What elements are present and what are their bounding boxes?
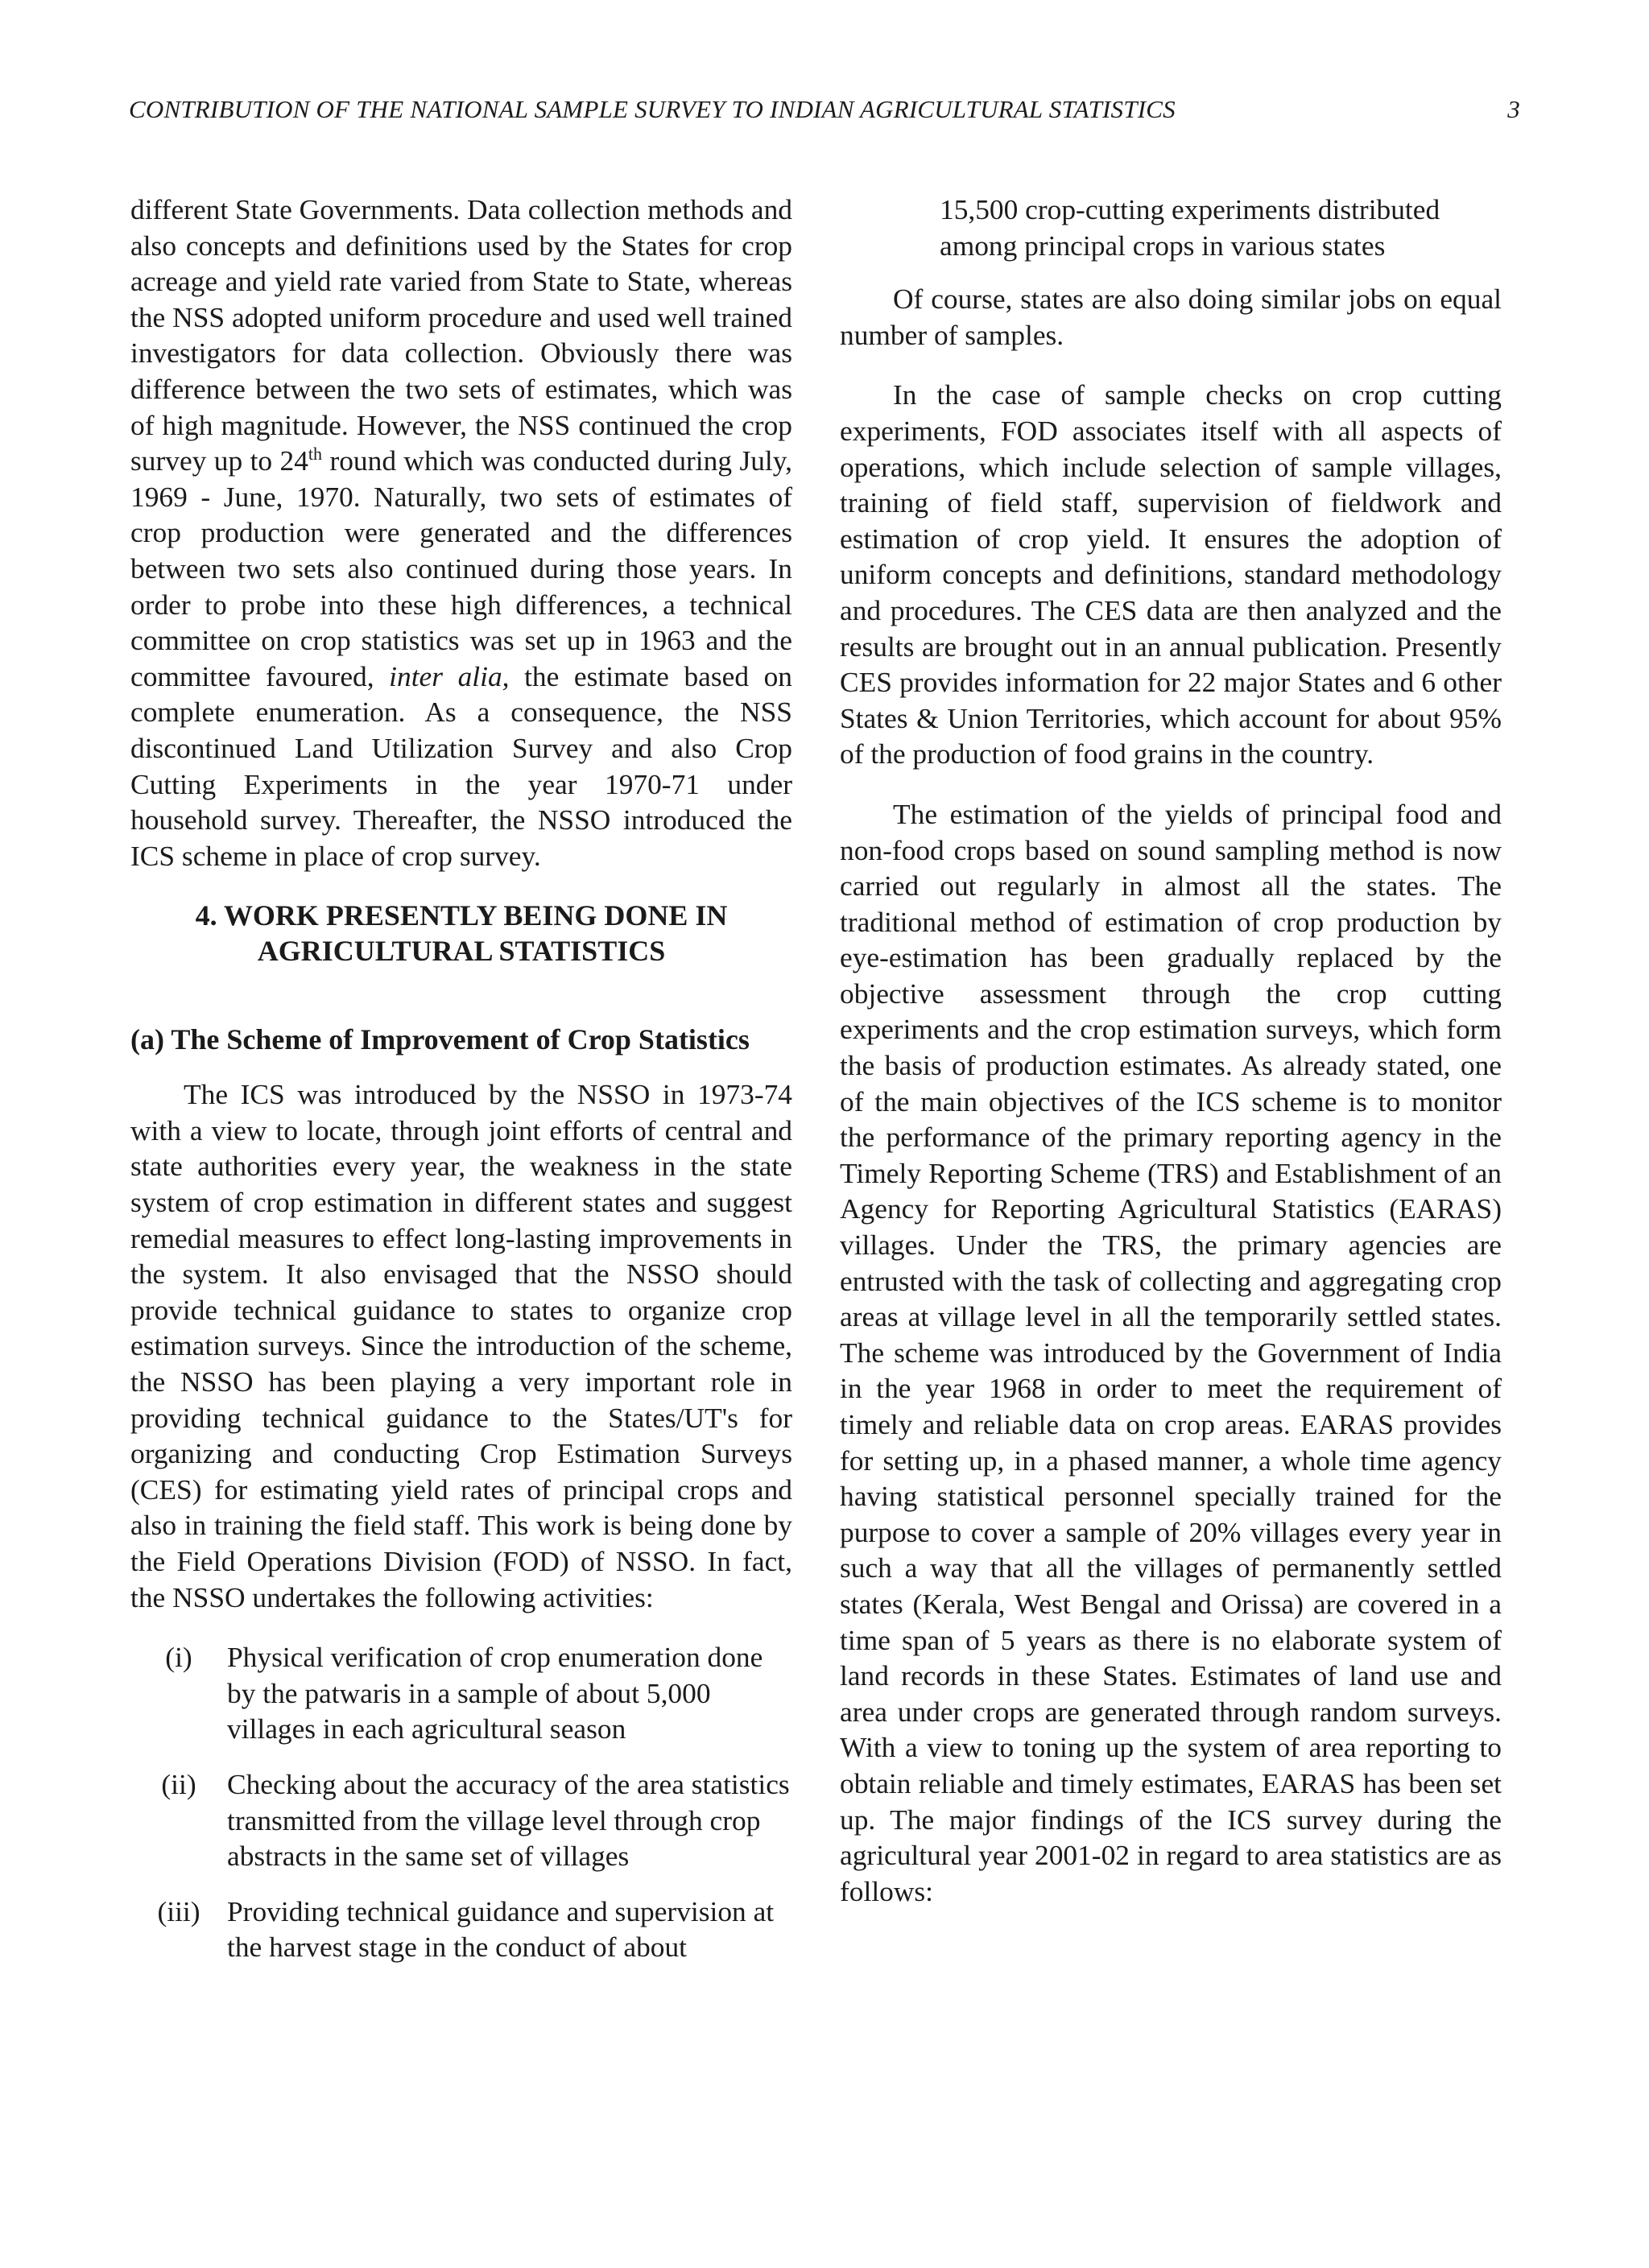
list-continuation: 15,500 crop-cutting experiments distributed among principal crops in various states bbox=[940, 193, 1440, 262]
italic-text: inter alia, bbox=[389, 659, 510, 692]
list-text: Checking about the accuracy of the area statistics transmitted from the village level through crop abstracts in the same set of villages bbox=[227, 1767, 790, 1873]
page-number: 3 bbox=[1507, 95, 1520, 123]
list-marker: (ii) bbox=[161, 1767, 196, 1800]
list-marker: (iii) bbox=[157, 1894, 200, 1927]
running-header bbox=[129, 95, 1520, 124]
list-text: Physical verification of crop enumeration done by the patwaris in a sample of about 5,000 villages in each agricultural season bbox=[227, 1641, 763, 1745]
heading-line: 4. WORK PRESENTLY BEING DONE IN bbox=[195, 899, 728, 932]
list-item bbox=[130, 1639, 792, 1747]
right-column bbox=[840, 192, 1502, 1933]
left-column bbox=[130, 192, 792, 1985]
heading-line: AGRICULTURAL STATISTICS bbox=[257, 935, 666, 968]
paragraph-yield-estimation: The estimation of the yields of principal food and non-food crops based on sound sampling method is now carried out regularly in almost all the states. The traditional method of estimation of crop production by eye-estimation has been gradually replaced by the objective assessment through the crop cutting experiments and the crop estimation surveys, which form the basis of production estimates. As already stated, one of the main objectives of the ICS scheme is to monitor the performance of the primary reporting agency in the Timely Reporting Scheme (TRS) and Establishment of an Agency for Reporting Agricultural Statistics (EARAS) villages. Under the TRS, the primary agencies are entrusted with the task of collecting and aggregating crop areas at village level in all the temporarily settled states. The scheme was introduced by the Government of India in the year 1968 in order to meet the requirement of timely and reliable data on crop areas. EARAS provides for setting up, in a phased manner, a whole time agency having statistical personnel specially trained for the purpose to cover a sample of 20% villages every year in such a way that all the villages of permanently settled states (Kerala, West Bengal and Orissa) are covered in a time span of 5 years as there is no elaborate system of land records in these States. Estimates of land use and area under crops are generated through random surveys. With a view to toning up the system of area reporting to obtain reliable and timely estimates, EARAS has been set up. The major findings of the ICS survey during the agricultural year 2001-02 in regard to area statistics are as follows: bbox=[840, 797, 1502, 1907]
list-item bbox=[130, 1766, 792, 1874]
paragraph-fod-sample-checks: In the case of sample checks on crop cutting experiments, FOD associates itself with all aspects of operations, which include selection of sample villages, training of field staff, supervision of fieldwork and estimation of crop yield. It ensures the adoption of uniform concepts and definitions, standard methodology and procedures. The CES data are then analyzed and the results are brought out in an annual publication. Presently CES provides information for 22 major States and 6 other States & Union Territories, which account for about 95% of the production of food grains in the country. bbox=[840, 378, 1502, 770]
paragraph-ics-introduction: The ICS was introduced by the NSSO in 1973-74 with a view to locate, through joint efforts of central and state authorities every year, the weakness in the state system of crop estimation in different states and suggest remedial measures to effect long-lasting improvements in the system. It also envisaged that the NSSO should provide technical guidance to states to organize crop estimation surveys. Since the introduction of the scheme, the NSSO has been playing a very important role in providing technical guidance to the States/UT's for organizing and conducting Crop Estimation Surveys (CES) for estimating yield rates of principal crops and also in training the field staff. This work is being done by the Field Operations Division (FOD) of NSSO. In fact, the NSSO undertakes the following activities: bbox=[130, 1078, 792, 1613]
paragraph-states-similar-jobs: Of course, states are also doing similar jobs on equal number of samples. bbox=[840, 283, 1502, 351]
text-run: different State Governments. Data collection methods and also concepts and definitions used by the States for crop acreage and yield rate varied from State to State, whereas the NSS adopted uniform procedure and used well trained investigators for data collection. Obviously there was difference between the two sets of estimates, which was of high magnitude. However, the NSS continued the crop survey up to 24 bbox=[130, 193, 792, 477]
list-item bbox=[130, 1894, 792, 1965]
section-heading bbox=[130, 898, 792, 969]
subsection-heading: (a) The Scheme of Improvement of Crop Statistics bbox=[130, 1023, 750, 1056]
running-title: CONTRIBUTION OF THE NATIONAL SAMPLE SURVEY TO INDIAN AGRICULTURAL STATISTICS bbox=[129, 95, 1176, 123]
superscript: th bbox=[308, 444, 323, 465]
paragraph-nss-crop-survey bbox=[130, 192, 792, 874]
list-text: Providing technical guidance and supervision at the harvest stage in the conduct of about bbox=[227, 1894, 775, 1964]
text-run: the estimate based on complete enumeration. As a consequence, the NSS discontinued Land Utilization Survey and also Crop Cutting Experiments in the year 1970-71 under household survey. Thereafter, the NSSO introduced the ICS scheme in place of crop survey. bbox=[130, 659, 792, 872]
list-marker: (i) bbox=[165, 1641, 192, 1674]
text-run: round which was conducted during July, 1969 - June, 1970. Naturally, two sets of estimates of crop production were generated and the differences between two sets also continued during those years. In order to probe into these high differences, a technical committee on crop statistics was set up in 1963 and the committee favoured, bbox=[130, 444, 792, 692]
